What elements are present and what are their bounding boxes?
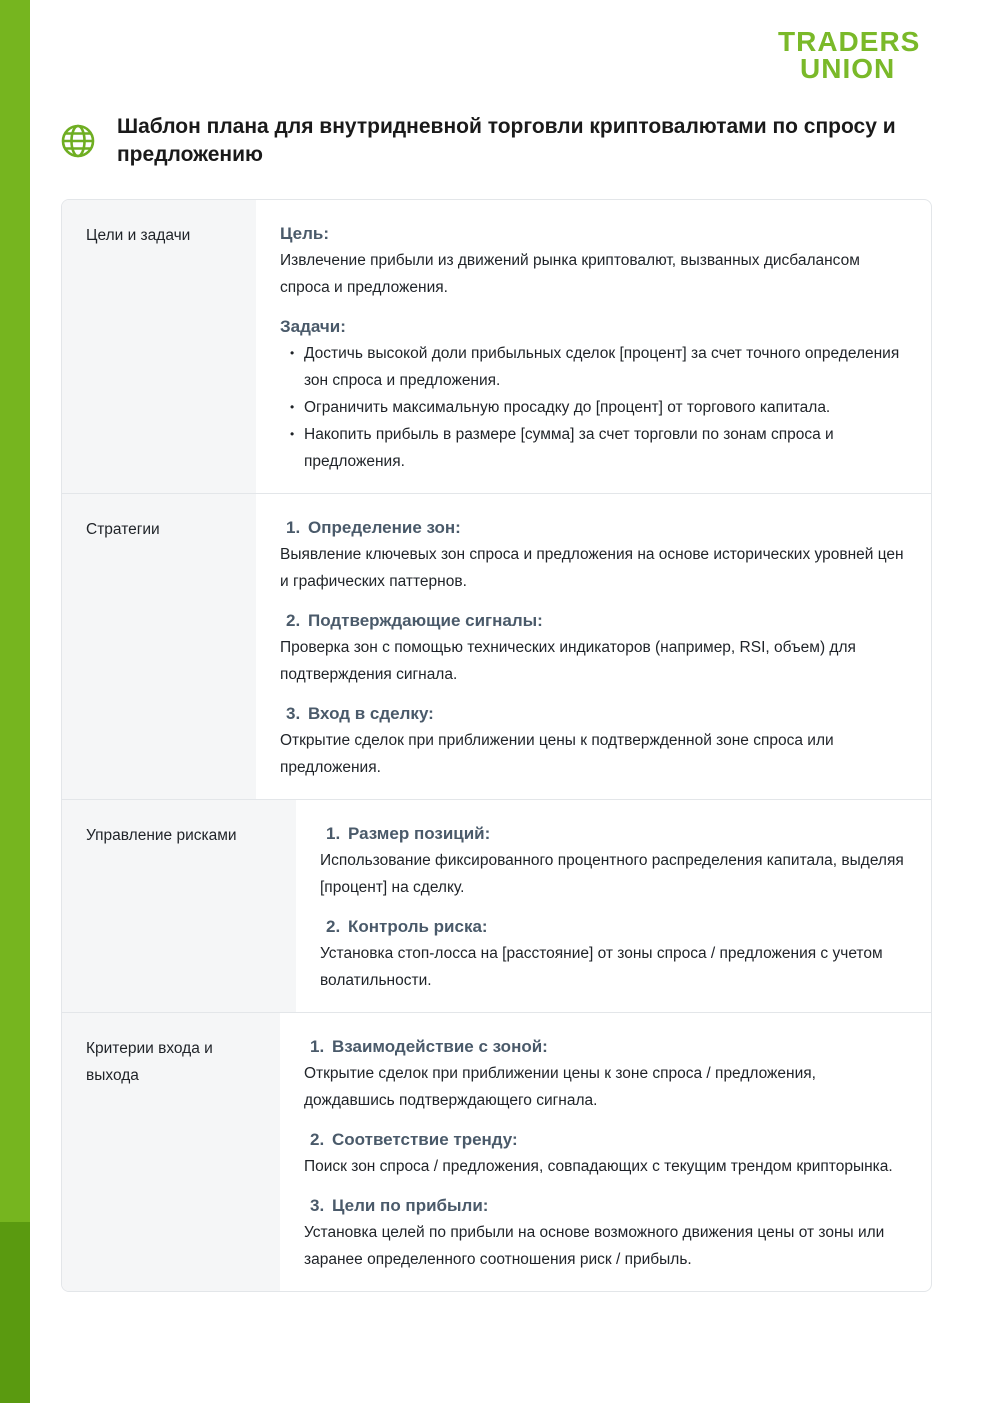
- item-number: 1.: [310, 1037, 325, 1056]
- item-heading: [304, 1192, 907, 1219]
- row-label: Критерии входа и выхода: [62, 1013, 280, 1291]
- item-heading: [280, 514, 907, 541]
- item-text: Открытие сделок при приближении цены к зоне спроса / предложения, дождавшись подтверждающего сигнала.: [304, 1065, 816, 1109]
- item-text: Установка целей по прибыли на основе возможного движения цены от зоны или заранее определенного соотношения риск / прибыль.: [304, 1224, 885, 1268]
- item-title: Контроль риска:: [348, 917, 488, 936]
- item-heading: [320, 913, 907, 940]
- item-number: 2.: [326, 917, 341, 936]
- item-heading: [320, 820, 907, 847]
- item-text: Открытие сделок при приближении цены к подтвержденной зоне спроса или предложения.: [280, 732, 834, 776]
- item-number: 3.: [286, 704, 301, 723]
- list-item: • Накопить прибыль в размере [сумма] за счет торговли по зонам спроса и предложения.: [304, 421, 907, 475]
- row-content: [256, 494, 931, 799]
- item-heading: [280, 607, 907, 634]
- item-title: Соответствие тренду:: [332, 1130, 518, 1149]
- row-content: [296, 800, 931, 1012]
- item-text: Выявление ключевых зон спроса и предложения на основе исторических уровней цен и графических паттернов.: [280, 546, 904, 590]
- row-content: [280, 1013, 931, 1291]
- sidebar-accent-bar: [0, 0, 30, 1222]
- row-content: [256, 200, 931, 493]
- list-item: [280, 607, 907, 688]
- item-number: 2.: [286, 611, 301, 630]
- logo-line-1: TRADERS: [778, 26, 921, 57]
- list-item: • Ограничить максимальную просадку до [процент] от торгового капитала.: [304, 394, 907, 421]
- traders-union-logo: [778, 28, 934, 82]
- item-title: Цели по прибыли:: [332, 1196, 489, 1215]
- tasks-heading: Задачи:: [280, 317, 346, 336]
- item-title: Определение зон:: [308, 518, 461, 537]
- item-heading: [280, 700, 907, 727]
- item-number: 3.: [310, 1196, 325, 1215]
- list-item: [320, 913, 907, 994]
- goal-text: Извлечение прибыли из движений рынка криптовалют, вызванных дисбалансом спроса и предложения.: [280, 252, 860, 296]
- table-row-risk: [62, 799, 931, 1012]
- table-row-strategies: [62, 493, 931, 799]
- item-number: 2.: [310, 1130, 325, 1149]
- item-title: Вход в сделку:: [308, 704, 434, 723]
- list-item: • Достичь высокой доли прибыльных сделок [процент] за счет точного определения зон спроса и предложения.: [304, 340, 907, 394]
- row-label: Управление рисками: [62, 800, 296, 1012]
- list-item: [304, 1033, 907, 1114]
- table-row-entry-exit: [62, 1012, 931, 1291]
- tasks-list: [280, 340, 907, 475]
- logo-line-2: UNION: [800, 53, 896, 84]
- item-text: Поиск зон спроса / предложения, совпадающих с текущим трендом крипторынка.: [304, 1158, 893, 1175]
- page-title: Шаблон плана для внутридневной торговли криптовалютами по спросу и предложению: [117, 115, 896, 166]
- item-number: 1.: [326, 824, 341, 843]
- item-heading: [304, 1033, 907, 1060]
- list-item: [280, 514, 907, 595]
- row-label: Стратегии: [62, 494, 256, 799]
- item-heading: [304, 1126, 907, 1153]
- item-title: Размер позиций:: [348, 824, 491, 843]
- row-label: Цели и задачи: [62, 200, 256, 493]
- table-row-goals: [62, 200, 931, 493]
- sidebar-accent-bar-bottom: [0, 1222, 30, 1403]
- item-title: Подтверждающие сигналы:: [308, 611, 543, 630]
- item-text: Использование фиксированного процентного распределения капитала, выделяя [процент] на сделку.: [320, 852, 904, 896]
- item-text: Проверка зон с помощью технических индикаторов (например, RSI, объем) для подтверждения сигнала.: [280, 639, 856, 683]
- list-item: [304, 1192, 907, 1273]
- list-item: [304, 1126, 907, 1180]
- item-text: Установка стоп-лосса на [расстояние] от зоны спроса / предложения с учетом волатильности.: [320, 945, 883, 989]
- item-number: 1.: [286, 518, 301, 537]
- list-item: [320, 820, 907, 901]
- globe-icon: [60, 123, 96, 159]
- plan-table: [61, 199, 932, 1292]
- list-item: [280, 700, 907, 781]
- goal-heading: Цель:: [280, 224, 329, 243]
- item-title: Взаимодействие с зоной:: [332, 1037, 548, 1056]
